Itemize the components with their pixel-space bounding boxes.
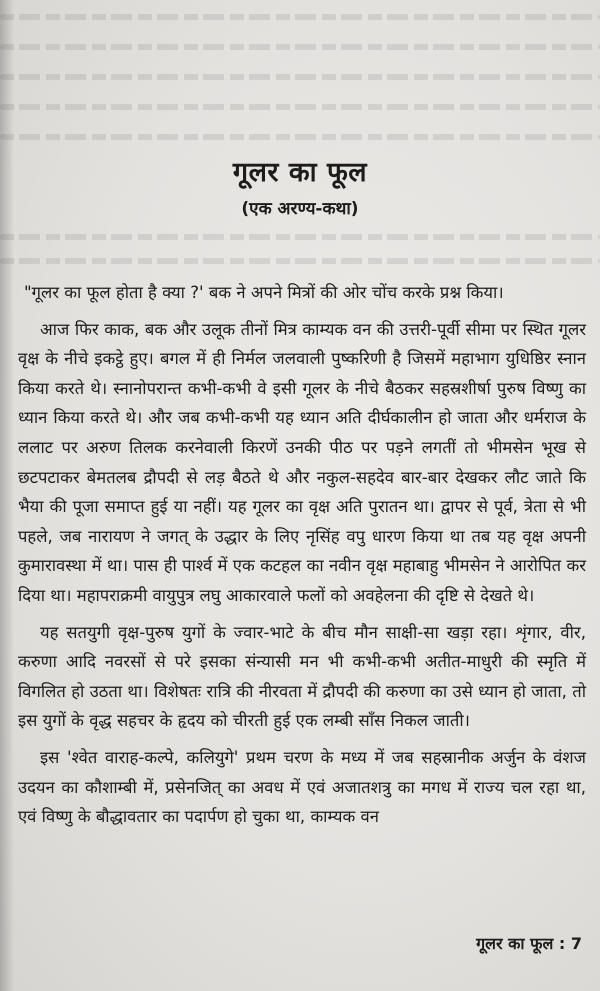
bleed-through-line [0,34,600,62]
bleed-through-line [0,124,600,152]
chapter-subtitle: (एक अरण्य-कथा) [241,199,359,219]
paragraph: "गूलर का फूल होता है क्या ?' बक ने अपने मित्रों की ओर चोंच करके प्रश्न किया। [24,283,504,302]
chapter-body [18,278,586,839]
chapter-title: गूलर का फूल [232,157,368,188]
bleed-through-line [0,248,600,276]
paragraph: यह सतयुगी वृक्ष-पुरुष युगों के ज्वार-भाटे के बीच मौन साक्षी-सा खड़ा रहा। शृंगार, वीर, करुणा आदि नवरसों से परे इसका संन्यासी मन भी कभी-कभी अतीत-माधुरी की स्मृति में विगलित हो उठता था। विशेषतः रात्रि की नीरवता में द्रौपदी की करुणा का उसे ध्यान हो जाता, तो इस युगों के वृद्ध सहचर के हृदय को चीरती हुई एक लम्बी साँस निकल जाती। [18,622,586,731]
bleed-through-line [0,4,600,32]
paragraph: आज फिर काक, बक और उलूक तीनों मित्र काम्यक वन की उत्तरी-पूर्वी सीमा पर स्थित गूलर वृक्ष के नीचे इकट्ठे हुए। बगल में ही निर्मल जलवाली पुष्करिणी है जिसमें महाभाग युधिष्ठिर स्नान किया करते थे। स्नानोपरान्त कभी-कभी वे इसी गूलर के नीचे बैठकर सहस्रशीर्षा पुरुष विष्णु का ध्यान किया करते थे। और जब कभी-कभी यह ध्यान अति दीर्घकालीन हो जाता और धर्मराज के ललाट पर अरुण तिलक करनेवाली किरणें उनकी पीठ पर पड़ने लगतीं तो भीमसेन भूख से छटपटाकर बेमतलब द्रौपदी से लड़ बैठते थे और नकुल-सहदेव बार-बार देखकर लौट जाते कि भैया की पूजा समाप्त हुई या नहीं। यह गूलर का वृक्ष अति पुरातन था। द्वापर से पूर्व, त्रेता से भी पहले, जब नारायण ने जगत् के उद्धार के लिए नृसिंह वपु धारण किया था तब यह वृक्ष अपनी कुमारावस्था में था। पास ही पार्श्व में एक कटहल का नवीन वृक्ष महाबाहु भीमसेन ने आरोपित कर दिया था। महापराक्रमी वायुपुत्र लघु आकारवाले फलों को अवहेलना की दृष्टि से देखते थे। [18,319,586,605]
bleed-through-line [0,94,600,122]
bleed-through-line [0,64,600,92]
page-footer: गूलर का फूल : 7 [476,934,582,953]
paragraph: इस 'श्वेत वाराह-कल्पे, कलियुगे' प्रथम चरण के मध्य में जब सहस्रानीक अर्जुन के वंशज उदयन का कौशाम्बी में, प्रसेनजित् का अवध में एवं अजातशत्रु का मगध में राज्य चल रहा था, एवं विष्णु के बौद्धावतार का पदार्पण हो चुका था, काम्यक वन [18,747,586,827]
